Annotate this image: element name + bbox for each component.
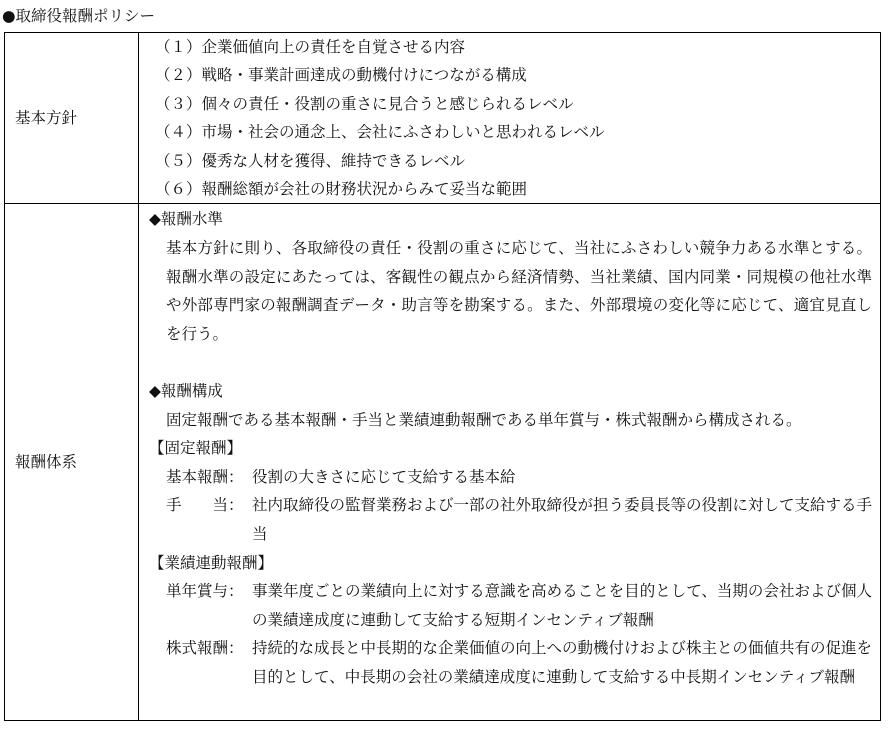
definition-term: 基本報酬： xyxy=(166,467,244,486)
list-item: （１）企業価値向上の責任を自覚させる内容 xyxy=(155,38,466,56)
policy-table xyxy=(4,32,881,721)
compensation-system-label: 報酬体系 xyxy=(5,204,139,721)
fixed-heading: 【固定報酬】 xyxy=(149,439,243,458)
definition-desc: 持続的な成長と中長期的な企業価値の向上への動機付けおよび株主との価値共有の促進を目的として、中長期の会社の業績達成度に連動して支給する中長期インセンティブ報酬 xyxy=(252,639,873,686)
compensation-system-content xyxy=(139,204,881,721)
performance-heading: 【業績連動報酬】 xyxy=(149,553,274,572)
definition-term: 株式報酬： xyxy=(166,639,244,658)
list-item: （５）優秀な人材を獲得、維持できるレベル xyxy=(155,151,466,170)
basic-policy-content xyxy=(139,33,881,204)
list-item: （３）個々の責任・役割の重さに見合うと感じられるレベル xyxy=(155,94,574,113)
level-text: 基本方針に則り、各取締役の責任・役割の重さに応じて、当社にふさわしい競争力ある水準とする。報酬水準の設定にあたっては、客観性の観点から経済情勢、当社業績、国内同業・同規模の他社水準や外部専門家の報酬調査データ・助言等を勘案する。また、外部環境の変化等に応じて、適宜見直しを行う。 xyxy=(166,239,872,343)
structure-text: 固定報酬である基本報酬・手当と業績連動報酬である単年賞与・株式報酬から構成される。 xyxy=(166,410,802,429)
spacer xyxy=(149,348,872,377)
compensation-system-row xyxy=(5,204,881,721)
definition-item xyxy=(149,577,872,634)
definition-term: 単年賞与： xyxy=(166,582,244,601)
list-item: （２）戦略・事業計画達成の動機付けにつながる構成 xyxy=(155,66,527,85)
definition-item xyxy=(149,491,872,548)
list-item: （６）報酬総額が会社の財務状況からみて妥当な範囲 xyxy=(155,180,528,199)
structure-heading: ◆報酬構成 xyxy=(149,382,223,400)
definition-desc: 事業年度ごとの業績向上に対する意識を高めることを目的として、当期の会社および個人の業績達成度に連動して支給する短期インセンティブ報酬 xyxy=(252,582,872,629)
basic-policy-row xyxy=(5,33,881,204)
basic-policy-label: 基本方針 xyxy=(5,33,139,204)
definition-desc: 社内取締役の監督業務および一部の社外取締役が担う委員長等の役割に対して支給する手当 xyxy=(252,496,873,543)
page-title: ●取締役報酬ポリシー xyxy=(2,7,156,25)
basic-policy-list xyxy=(139,33,880,203)
definition-item xyxy=(149,463,872,492)
level-heading: ◆報酬水準 xyxy=(149,210,223,229)
list-item: （４）市場・社会の通念上、会社にふさわしいと思われるレベル xyxy=(155,123,605,142)
definition-term: 手 当： xyxy=(166,496,244,515)
definition-desc: 役割の大きさに応じて支給する基本給 xyxy=(252,467,516,486)
definition-item xyxy=(149,634,872,691)
